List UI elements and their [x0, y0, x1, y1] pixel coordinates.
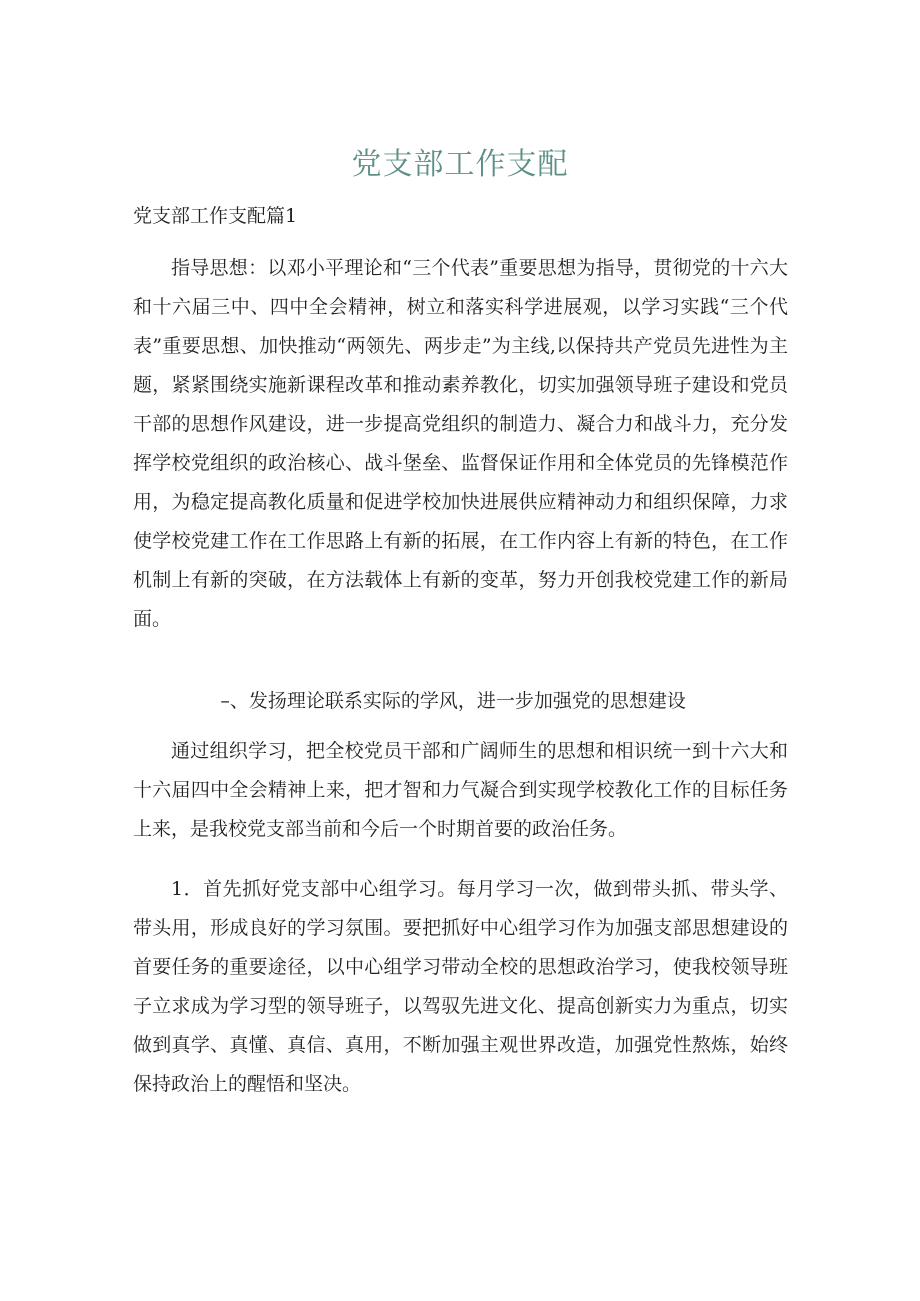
document-title: 党支部工作支配 — [351, 147, 569, 182]
paragraph-central-group-study: 1．首先抓好党支部中心组学习。每月学习一次，做到带头抓、带头学、带头用，形成良好的学习氛围。要把抓好中心组学习作为加强支部思想建设的首要任务的重要途径，以中心组学习带动全校的思想政治学习，使我校领导班子立求成为学习型的领导班子，以驾驭先进文化、提高创新实力为重点，切实做到真学、真懂、真信、真用，不断加强主观世界改造，加强党性熬炼，始终保持政治上的醒悟和坚决。 — [133, 878, 788, 1095]
paragraph-study-organization: 通过组织学习，把全校党员干部和广阔师生的思想和相识统一到十六大和十六届四中全会精神上来，把才智和力气凝合到实现学校教化工作的目标任务上来，是我校党支部当前和今后一个时期首要的政治任务。 — [133, 740, 788, 840]
document-subtitle: 党支部工作支配篇1 — [133, 205, 298, 227]
paragraph-guiding-ideology: 指导思想：以邓小平理论和“三个代表”重要思想为指导，贯彻党的十六大和十六届三中、四中全会精神，树立和落实科学进展观，以学习实践“三个代表”重要思想、加快推动“两领先、两步走”为主线,以保持共产党员先进性为主题，紧紧围绕实施新课程改革和推动素养教化，切实加强领导班子建设和党员干部的思想作风建设，进一步提高党组织的制造力、凝合力和战斗力，充分发挥学校党组织的政治核心、战斗堡垒、监督保证作用和全体党员的先锋模范作用，为稳定提高教化质量和促进学校加快进展供应精神动力和组织保障，力求使学校党建工作在工作思路上有新的拓展，在工作内容上有新的特色，在工作机制上有新的突破，在方法载体上有新的变革，努力开创我校党建工作的新局面。 — [133, 257, 788, 630]
section-heading: –、发扬理论联系实际的学风，进一步加强党的思想建设 — [220, 690, 686, 712]
